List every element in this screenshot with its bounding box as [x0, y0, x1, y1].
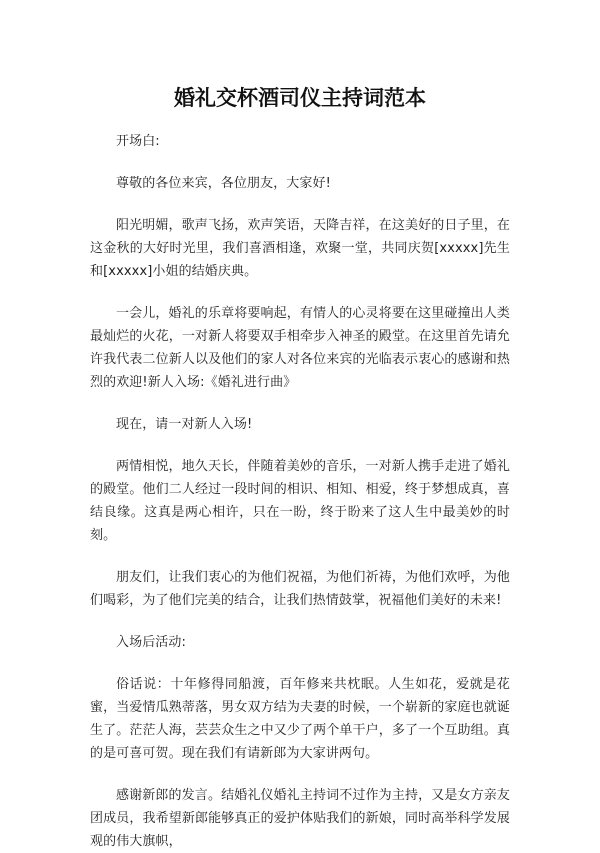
section-label-opening: 开场白: — [116, 134, 160, 149]
paragraph-couple-story: 两情相悦，地久天长，伴随着美妙的音乐，一对新人携手走进了婚礼的殿堂。他们二人经过一段时间的相识、相知、相爱，终于梦想成真，喜结良缘。这真是两心相许，只在一盼，终于盼来了这人生中最美妙的时刻。 — [90, 459, 510, 543]
paragraph-entrance-call: 现在，请一对新人入场! — [116, 417, 253, 432]
paragraph-welcome: 一会儿，婚礼的乐章将要响起，有情人的心灵将要在这里碰撞出人类最灿烂的火花，一对新人将要双手相牵步入神圣的殿堂。在这里首先请允许我代表二位新人以及他们的家人对各位来宾的光临表示衷心的感谢和热烈的欢迎!新人入场:《婚礼进行曲》 — [90, 306, 510, 390]
section-label-after-entrance: 入场后活动: — [116, 635, 186, 650]
paragraph-groom-thanks: 感谢新郎的发言。结婚礼仪婚礼主持词不过作为主持，又是女方亲友团成员，我希望新郎能够真正的爱护体贴我们的新娘，同时高举科学发展观的伟大旗帜， — [90, 788, 510, 849]
paragraph-celebration: 阳光明媚，歌声飞扬，欢声笑语，天降吉祥，在这美好的日子里，在这金秋的大好时光里，我们喜酒相逢，欢聚一堂，共同庆贺[xxxxx]先生和[xxxxx]小姐的结婚庆典。 — [90, 218, 510, 279]
paragraph-blessing: 朋友们，让我们衷心的为他们祝福，为他们祈祷，为他们欢呼，为他们喝彩，为了他们完美的结合，让我们热情鼓掌，祝福他们美好的未来! — [90, 570, 510, 608]
document-title: 婚礼交杯酒司仪主持词范本 — [174, 86, 426, 110]
paragraph-greeting: 尊敬的各位来宾，各位朋友，大家好! — [116, 176, 331, 191]
paragraph-proverb: 俗话说：十年修得同船渡，百年修来共枕眠。人生如花，爱就是花蜜，当爱情瓜熟蒂落，男女双方结为夫妻的时候，一个崭新的家庭也就诞生了。茫茫人海，芸芸众生之中又少了两个单干户，多了一个互助组。真的是可喜可贺。现在我们有请新郎为大家讲两句。 — [90, 677, 510, 761]
